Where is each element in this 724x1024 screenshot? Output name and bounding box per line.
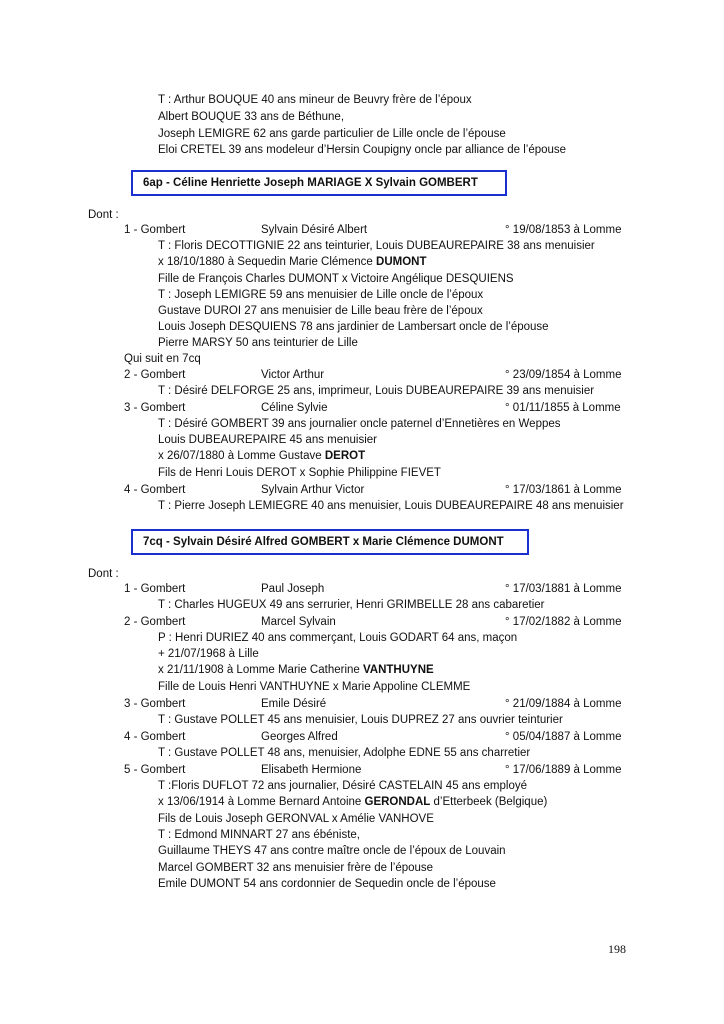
child-names: Georges Alfred bbox=[261, 731, 338, 743]
child-birth: ° 19/08/1853 à Lomme bbox=[505, 224, 622, 236]
page-number: 198 bbox=[608, 942, 626, 956]
child-names: Céline Sylvie bbox=[261, 402, 328, 414]
witness-line: T : Charles HUGEUX 49 ans serrurier, Henri GRIMBELLE 28 ans cabaretier bbox=[158, 599, 545, 611]
witness-line: T : Joseph LEMIGRE 59 ans menuisier de Lille oncle de l’époux bbox=[158, 289, 484, 301]
witness-line: Gustave DUROI 27 ans menuisier de Lille beau frère de l’époux bbox=[158, 305, 483, 317]
witness-line: P : Henri DURIEZ 40 ans commerçant, Louis GODART 64 ans, maçon bbox=[158, 632, 518, 644]
child-names: Victor Arthur bbox=[261, 369, 325, 381]
witness-line: Eloi CRETEL 39 ans modeleur d’Hersin Coupigny oncle par alliance de l’épouse bbox=[158, 144, 567, 156]
witness-line: T : Désiré GOMBERT 39 ans journalier oncle paternel d’Ennetières en Weppes bbox=[158, 418, 561, 430]
child-birth: ° 23/09/1854 à Lomme bbox=[505, 369, 622, 381]
dont-label: Dont : bbox=[88, 209, 119, 221]
witness-line: Emile DUMONT 54 ans cordonnier de Sequedin oncle de l’épouse bbox=[158, 878, 496, 890]
child-number: 2 - Gombert bbox=[124, 616, 186, 628]
dont-label: Dont : bbox=[88, 568, 119, 580]
child-names: Sylvain Arthur Victor bbox=[261, 484, 365, 496]
marriage-line bbox=[158, 794, 547, 810]
follows-note: Qui suit en 7cq bbox=[124, 353, 201, 365]
child-birth: ° 17/03/1881 à Lomme bbox=[505, 583, 622, 595]
child-names: Elisabeth Hermione bbox=[261, 764, 362, 776]
marriage-text: x 13/06/1914 à Lomme Bernard Antoine bbox=[158, 796, 365, 808]
child-names: Marcel Sylvain bbox=[261, 616, 336, 628]
witness-line: Guillaume THEYS 47 ans contre maître oncle de l’époux de Louvain bbox=[158, 845, 506, 857]
parents-line: Fils de Louis Joseph GERONVAL x Amélie VANHOVE bbox=[158, 813, 434, 825]
section-title-6ap: 6ap - Céline Henriette Joseph MARIAGE X Sylvain GOMBERT bbox=[131, 170, 507, 196]
death-line: + 21/07/1968 à Lille bbox=[158, 648, 259, 660]
witness-line: Marcel GOMBERT 32 ans menuisier frère de l’épouse bbox=[158, 862, 434, 874]
witness-line: T : Floris DECOTTIGNIE 22 ans teinturier, Louis DUBEAUREPAIRE 38 ans menuisier bbox=[158, 240, 595, 252]
marriage-text: x 26/07/1880 à Lomme Gustave bbox=[158, 450, 325, 462]
marriage-text: x 21/11/1908 à Lomme Marie Catherine bbox=[158, 664, 363, 676]
witness-line: T :Floris DUFLOT 72 ans journalier, Désiré CASTELAIN 45 ans employé bbox=[158, 780, 527, 792]
child-number: 4 - Gombert bbox=[124, 484, 186, 496]
parents-line: Fille de François Charles DUMONT x Victoire Angélique DESQUIENS bbox=[158, 273, 514, 285]
child-birth: ° 01/11/1855 à Lomme bbox=[505, 402, 621, 414]
witness-line: Louis DUBEAUREPAIRE 45 ans menuisier bbox=[158, 434, 378, 446]
spouse-surname: GERONDAL bbox=[364, 796, 431, 808]
witness-line: T : Pierre Joseph LEMIEGRE 40 ans menuisier, Louis DUBEAUREPAIRE 48 ans menuisier bbox=[158, 500, 624, 512]
child-number: 3 - Gombert bbox=[124, 698, 186, 710]
spouse-surname: DEROT bbox=[324, 450, 366, 462]
child-number: 1 - Gombert bbox=[124, 224, 186, 236]
child-number: 2 - Gombert bbox=[124, 369, 186, 381]
marriage-text: x 18/10/1880 à Sequedin Marie Clémence bbox=[158, 256, 377, 268]
witness-line: T : Gustave POLLET 48 ans, menuisier, Adolphe EDNE 55 ans charretier bbox=[158, 747, 531, 759]
child-birth: ° 17/06/1889 à Lomme bbox=[505, 764, 622, 776]
marriage-line bbox=[158, 448, 365, 464]
section-title-7cq: 7cq - Sylvain Désiré Alfred GOMBERT x Marie Clémence DUMONT bbox=[131, 529, 529, 555]
child-number: 3 - Gombert bbox=[124, 402, 186, 414]
parents-line: Fils de Henri Louis DEROT x Sophie Philippine FIEVET bbox=[158, 467, 441, 479]
child-birth: ° 21/09/1884 à Lomme bbox=[505, 698, 622, 710]
child-names: Paul Joseph bbox=[261, 583, 325, 595]
witness-line: Pierre MARSY 50 ans teinturier de Lille bbox=[158, 337, 358, 349]
witness-line: T : Arthur BOUQUE 40 ans mineur de Beuvry frère de l’époux bbox=[158, 94, 472, 106]
witness-line: T : Désiré DELFORGE 25 ans, imprimeur, Louis DUBEAUREPAIRE 39 ans menuisier bbox=[158, 385, 595, 397]
child-number: 5 - Gombert bbox=[124, 764, 186, 776]
spouse-origin: d’Etterbeek (Belgique) bbox=[430, 796, 548, 808]
witness-line: T : Edmond MINNART 27 ans ébéniste, bbox=[158, 829, 360, 841]
child-birth: ° 05/04/1887 à Lomme bbox=[505, 731, 622, 743]
marriage-line bbox=[158, 662, 434, 678]
child-names: Emile Désiré bbox=[261, 698, 327, 710]
witness-line: Louis Joseph DESQUIENS 78 ans jardinier de Lambersart oncle de l’épouse bbox=[158, 321, 549, 333]
child-birth: ° 17/02/1882 à Lomme bbox=[505, 616, 622, 628]
witness-line: T : Gustave POLLET 45 ans menuisier, Louis DUPREZ 27 ans ouvrier teinturier bbox=[158, 714, 563, 726]
marriage-line bbox=[158, 254, 426, 270]
child-number: 1 - Gombert bbox=[124, 583, 186, 595]
child-number: 4 - Gombert bbox=[124, 731, 186, 743]
witness-line: Joseph LEMIGRE 62 ans garde particulier de Lille oncle de l’épouse bbox=[158, 128, 506, 140]
child-birth: ° 17/03/1861 à Lomme bbox=[505, 484, 622, 496]
spouse-surname: DUMONT bbox=[376, 256, 427, 268]
spouse-surname: VANTHUYNE bbox=[362, 664, 434, 676]
child-names: Sylvain Désiré Albert bbox=[261, 224, 368, 236]
witness-line: Albert BOUQUE 33 ans de Béthune, bbox=[158, 111, 345, 123]
parents-line: Fille de Louis Henri VANTHUYNE x Marie Appoline CLEMME bbox=[158, 681, 471, 693]
